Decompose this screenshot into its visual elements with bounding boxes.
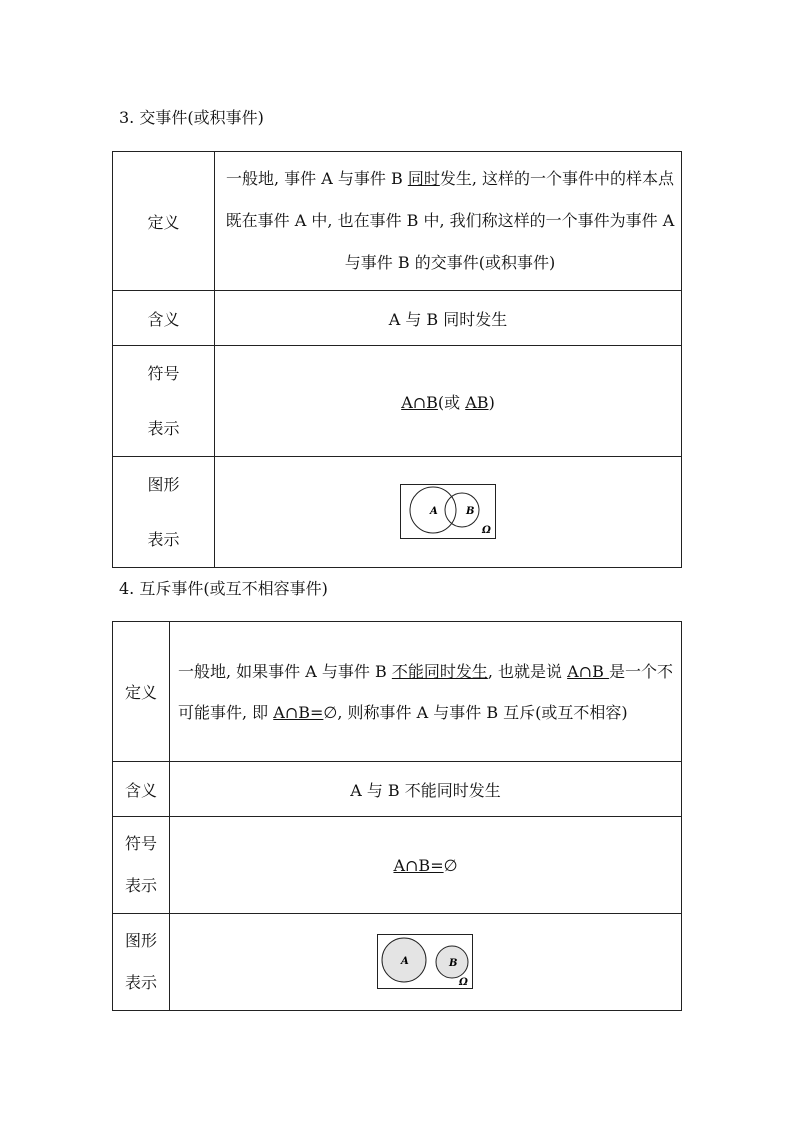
underlined-term: A∩B= — [273, 702, 324, 722]
section-3-heading: 3. 交事件(或积事件) — [119, 108, 264, 127]
set-a-label: A — [429, 506, 438, 517]
notation-text — [215, 346, 682, 457]
notation-label — [113, 817, 170, 914]
mutually-exclusive-event-table — [112, 621, 682, 1011]
definition-text-part: 一般地, 如果事件 A 与事件 B — [178, 661, 392, 681]
label-line: 表示 — [124, 876, 157, 895]
underlined-term: AB — [465, 392, 489, 412]
definition-text — [215, 152, 682, 291]
notation-label — [113, 346, 215, 457]
meaning-text: A 与 B 同时发生 — [215, 291, 682, 346]
definition-text-part: 发生, 这样的一个事件中的样本点既在事件 A 中, 也在事件 B 中, 我们称这样的一个事件为事件 A 与事件 B 的交事件(或积事件) — [225, 169, 675, 272]
label-line: 表示 — [147, 419, 180, 438]
notation-row — [113, 817, 682, 914]
definition-row — [113, 622, 682, 762]
meaning-row — [113, 762, 682, 817]
definition-text — [170, 622, 682, 762]
definition-text-part: 是一个不可能事件, 即 — [178, 661, 673, 722]
meaning-label: 含义 — [113, 762, 170, 817]
underlined-term: 同时 — [407, 169, 440, 188]
universe-label: Ω — [481, 525, 491, 536]
underlined-term: A∩B= — [393, 855, 444, 875]
mutually-exclusive-venn-diagram — [377, 934, 474, 990]
label-line: 表示 — [124, 973, 157, 992]
intersection-venn-diagram — [400, 484, 497, 540]
label-line: 图形 — [147, 475, 180, 494]
definition-text-part: 一般地, 事件 A 与事件 B — [225, 169, 408, 188]
notation-text-part: ) — [488, 392, 495, 412]
section-4-heading: 4. 互斥事件(或互不相容事件) — [119, 579, 328, 598]
notation-text — [170, 817, 682, 914]
definition-label: 定义 — [113, 622, 170, 762]
meaning-row — [113, 291, 682, 346]
notation-row — [113, 346, 682, 457]
figure-label — [113, 457, 215, 568]
meaning-text: A 与 B 不能同时发生 — [170, 762, 682, 817]
label-line: 符号 — [124, 834, 157, 853]
underlined-term: 不能同时发生 — [391, 661, 488, 681]
universe-label: Ω — [459, 977, 468, 988]
intersection-event-table — [112, 151, 682, 568]
definition-label: 定义 — [113, 152, 215, 291]
figure-cell — [215, 457, 682, 568]
figure-label — [113, 914, 170, 1011]
label-line: 图形 — [124, 931, 157, 950]
notation-text-part: ∅ — [443, 855, 458, 875]
label-line: 表示 — [147, 530, 180, 549]
definition-text-part: ∅, 则称事件 A 与事件 B 互斥(或互不相容) — [323, 702, 628, 722]
notation-text-part: (或 — [437, 392, 466, 412]
underlined-term: A∩B — [401, 392, 438, 412]
set-b-label: B — [465, 506, 474, 517]
figure-row — [113, 914, 682, 1011]
set-a-label: A — [401, 956, 409, 967]
figure-cell — [170, 914, 682, 1011]
definition-row — [113, 152, 682, 291]
definition-text-part: , 也就是说 — [487, 661, 568, 681]
label-line: 符号 — [147, 364, 180, 383]
meaning-label: 含义 — [113, 291, 215, 346]
underlined-term: A∩B — [567, 661, 609, 681]
set-b-label: B — [449, 958, 458, 969]
figure-row — [113, 457, 682, 568]
